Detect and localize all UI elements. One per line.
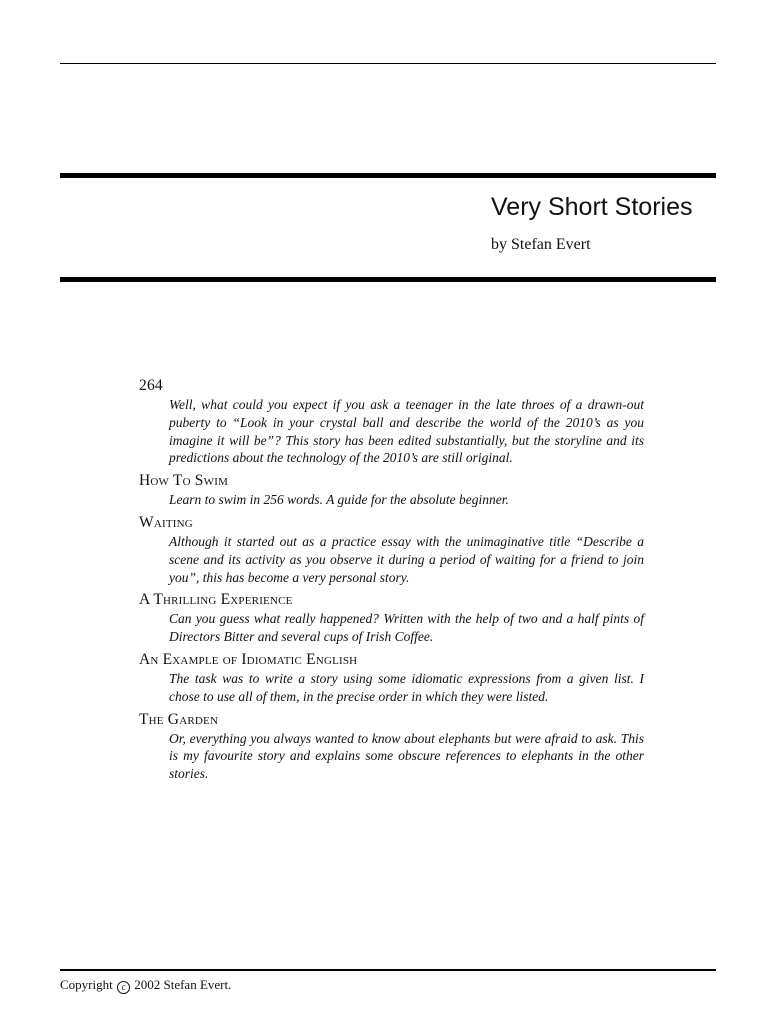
entry-description: Although it started out as a practice essay with the unimaginative title “Describe a scene and its activity as you observe it during a period of waiting for a friend to join you”, this has become a very personal story. xyxy=(169,533,644,585)
entry-description: Or, everything you always wanted to know about elephants but were afraid to ask. This is my favourite story and explains some obscure references to elephants in the other stories. xyxy=(169,730,644,782)
top-rule xyxy=(60,63,716,64)
entry-description: Learn to swim in 256 words. A guide for the absolute beginner. xyxy=(169,492,509,508)
entry-description: Well, what could you expect if you ask a teenager in the late throes of a drawn-out puberty to “Look in your crystal ball and describe the world of the 2010’s as you imagine it will be”? This story has been edited substantially, but the storyline and its predictions about the technology of the 2010’s are still original. xyxy=(169,397,644,466)
entry-title: An Example of Idiomatic English xyxy=(139,650,358,668)
toc-entry xyxy=(139,376,644,467)
document-title: Very Short Stories xyxy=(491,193,693,221)
copyright-text: 2002 Stefan Evert. xyxy=(134,977,232,992)
document-author: by Stefan Evert xyxy=(491,236,591,253)
entry-title: A Thrilling Experience xyxy=(139,591,293,609)
entry-description: Can you guess what really happened? Written with the help of two and a half pints of Directors Bitter and several cups of Irish Coffee. xyxy=(169,611,644,645)
title-rule-bottom xyxy=(60,277,716,282)
entry-title: How To Swim xyxy=(139,472,229,490)
toc-entry xyxy=(139,650,644,706)
toc-entry xyxy=(139,471,644,509)
entry-title: 264 xyxy=(139,377,163,394)
entry-title: The Garden xyxy=(139,710,219,728)
table-of-contents xyxy=(139,376,644,787)
copyright-prefix: Copyright xyxy=(60,977,113,992)
copyright-icon: c xyxy=(117,981,130,994)
toc-entry xyxy=(139,710,644,783)
title-rule-top xyxy=(60,173,716,178)
copyright-notice xyxy=(60,976,231,994)
footer-rule xyxy=(60,969,716,971)
entry-description: The task was to write a story using some idiomatic expressions from a given list. I chose to use all of them, in the precise order in which they were listed. xyxy=(169,670,644,704)
toc-entry xyxy=(139,590,644,646)
toc-entry xyxy=(139,513,644,586)
entry-title: Waiting xyxy=(139,513,193,531)
